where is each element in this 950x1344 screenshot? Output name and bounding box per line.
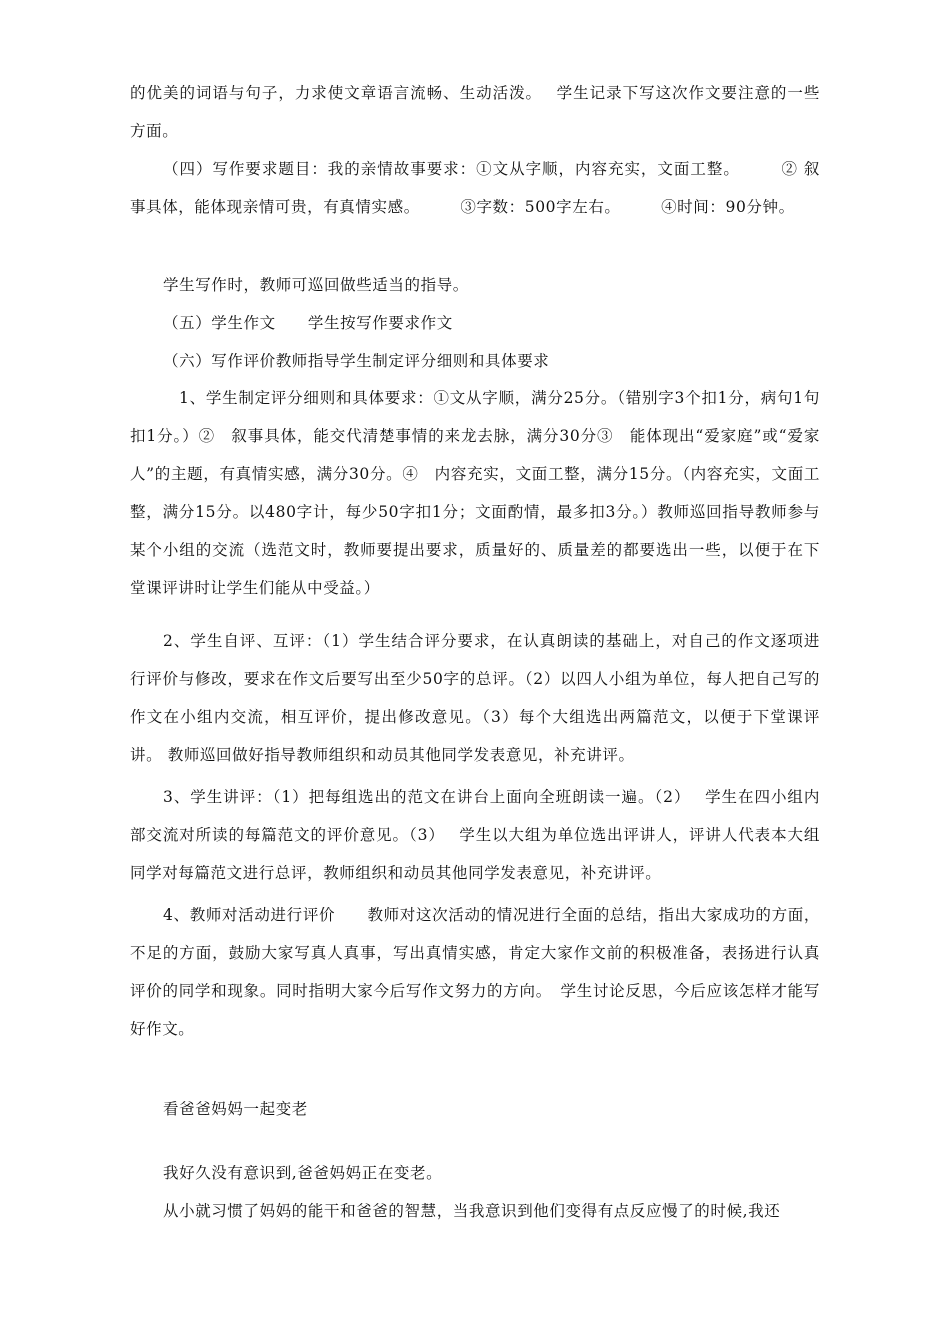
essay-paragraph-2: 从小就习惯了妈妈的能干和爸爸的智慧，当我意识到他们变得有点反应慢了的时候,我还 (163, 1202, 781, 1220)
essay-paragraph-1: 我好久没有意识到,爸爸妈妈正在变老。 (163, 1164, 443, 1182)
paragraph-writing-evaluation: （六）写作评价教师指导学生制定评分细则和具体要求 (163, 352, 550, 370)
paragraph-teacher-evaluation: 4、教师对活动进行评价 教师对这次活动的情况进行全面的总结，指出大家成功的方面，不足的方面，鼓励大家写真人真事，写出真情实感，肯定大家作文前的积极准备，表扬进行认真评价的同学和现象。同时指明大家今后写作文努力的方向。 学生讨论反思，今后应该怎样才能写好作文。 (130, 906, 820, 1038)
paragraph-self-peer-review: 2、学生自评、互评：（1）学生结合评分要求，在认真朗读的基础上，对自己的作文逐项进行评价与修改，要求在作文后要写出至少50字的总评。（2）以四人小组为单位，每人把自己写的作文在小组内交流，相互评价，提出修改意见。（3）每个大组选出两篇范文，以便于下堂课评讲。 教师巡回做好指导教师组织和动员其他同学发表意见，补充讲评。 (130, 632, 820, 764)
paragraph-teacher-guidance: 学生写作时，教师可巡回做些适当的指导。 (163, 276, 469, 294)
paragraph-scoring-rules: 1、学生制定评分细则和具体要求：①文从字顺，满分25分。（错别字3个扣1分，病句1句扣1分。）② 叙事具体，能交代清楚事情的来龙去脉，满分30分③ 能体现出“爱家庭”或“爱家人”的主题，有真情实感，满分30分。④ 内容充实，文面工整，满分15分。（内容充实，文面工整，满分15分。以480字计，每少50字扣1分；文面酌情，最多扣3分。）教师巡回指导教师参与某个小组的交流（选范文时，教师要提出要求，质量好的、质量差的都要选出一些，以便于在下堂课评讲时让学生们能从中受益。） (130, 389, 820, 597)
essay-title: 看爸爸妈妈一起变老 (163, 1100, 308, 1118)
paragraph-continuation: 的优美的词语与句子，力求使文章语言流畅、生动活泼。 学生记录下写这次作文要注意的一些方面。 (130, 84, 820, 140)
paragraph-student-writing: （五）学生作文 学生按写作要求作文 (163, 314, 453, 332)
paragraph-student-presentation: 3、学生讲评：（1）把每组选出的范文在讲台上面向全班朗读一遍。（2） 学生在四小组内部交流对所读的每篇范文的评价意见。（3） 学生以大组为单位选出评讲人，评讲人代表本大组同学对每篇范文进行总评，教师组织和动员其他同学发表意见，补充讲评。 (130, 788, 820, 882)
paragraph-writing-requirements: （四）写作要求题目：我的亲情故事要求：①文从字顺，内容充实，文面工整。 ② 叙事具体，能体现亲情可贵，有真情实感。 ③字数：500字左右。 ④时间：90分钟。 (130, 160, 820, 216)
